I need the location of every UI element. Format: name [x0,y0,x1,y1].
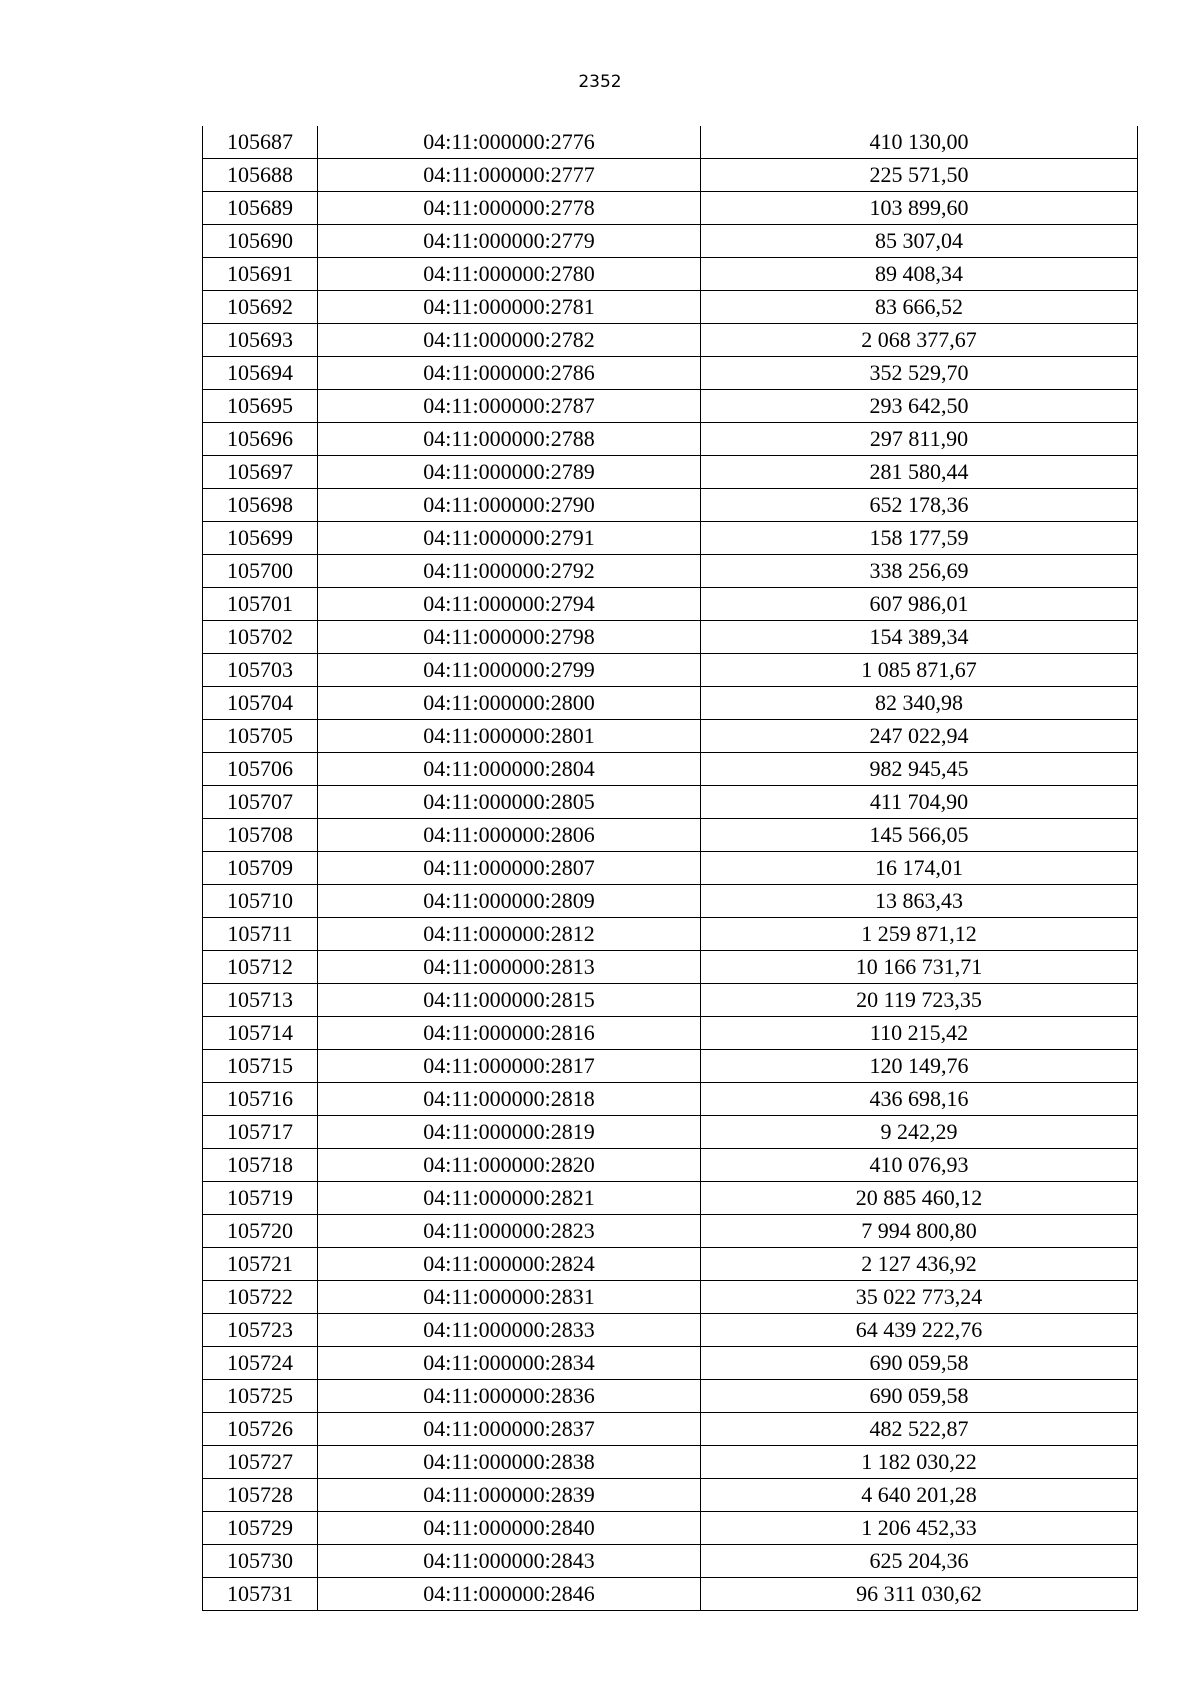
cadastral-value-cell: 247 022,94 [701,720,1138,753]
cadastral-number-cell: 04:11:000000:2813 [318,951,701,984]
cadastral-number-cell: 04:11:000000:2787 [318,390,701,423]
cadastral-number-cell: 04:11:000000:2839 [318,1479,701,1512]
cadastral-value-cell: 154 389,34 [701,621,1138,654]
cadastral-number-cell: 04:11:000000:2792 [318,555,701,588]
table-row [203,720,1138,753]
table-row [203,1248,1138,1281]
cadastral-number-cell: 04:11:000000:2818 [318,1083,701,1116]
table-row [203,885,1138,918]
cadastral-value-cell: 1 085 871,67 [701,654,1138,687]
table-row [203,1512,1138,1545]
row-number-cell: 105715 [203,1050,318,1083]
table-row [203,654,1138,687]
cadastral-number-cell: 04:11:000000:2798 [318,621,701,654]
row-number-cell: 105706 [203,753,318,786]
cadastral-number-cell: 04:11:000000:2800 [318,687,701,720]
cadastral-value-cell: 1 206 452,33 [701,1512,1138,1545]
table-row [203,522,1138,555]
table-row [203,1017,1138,1050]
table-row [203,159,1138,192]
row-number-cell: 105691 [203,258,318,291]
table-row [203,1050,1138,1083]
cadastral-value-cell: 2 127 436,92 [701,1248,1138,1281]
table-row [203,753,1138,786]
row-number-cell: 105696 [203,423,318,456]
row-number-cell: 105724 [203,1347,318,1380]
table-row [203,1479,1138,1512]
cadastral-number-cell: 04:11:000000:2801 [318,720,701,753]
cadastral-value-cell: 410 076,93 [701,1149,1138,1182]
cadastral-number-cell: 04:11:000000:2846 [318,1578,701,1611]
row-number-cell: 105694 [203,357,318,390]
cadastral-value-cell: 652 178,36 [701,489,1138,522]
cadastral-value-cell: 297 811,90 [701,423,1138,456]
cadastral-number-cell: 04:11:000000:2834 [318,1347,701,1380]
row-number-cell: 105710 [203,885,318,918]
row-number-cell: 105703 [203,654,318,687]
row-number-cell: 105702 [203,621,318,654]
row-number-cell: 105713 [203,984,318,1017]
cadastral-number-cell: 04:11:000000:2789 [318,456,701,489]
cadastral-number-cell: 04:11:000000:2824 [318,1248,701,1281]
cadastral-value-cell: 625 204,36 [701,1545,1138,1578]
cadastral-value-cell: 411 704,90 [701,786,1138,819]
cadastral-value-cell: 83 666,52 [701,291,1138,324]
row-number-cell: 105716 [203,1083,318,1116]
row-number-cell: 105697 [203,456,318,489]
cadastral-number-cell: 04:11:000000:2812 [318,918,701,951]
cadastral-number-cell: 04:11:000000:2788 [318,423,701,456]
cadastral-value-cell: 20 119 723,35 [701,984,1138,1017]
cadastral-number-cell: 04:11:000000:2807 [318,852,701,885]
cadastral-value-cell: 64 439 222,76 [701,1314,1138,1347]
row-number-cell: 105729 [203,1512,318,1545]
cadastral-value-cell: 82 340,98 [701,687,1138,720]
cadastral-number-cell: 04:11:000000:2809 [318,885,701,918]
row-number-cell: 105728 [203,1479,318,1512]
cadastral-value-cell: 410 130,00 [701,126,1138,159]
cadastral-number-cell: 04:11:000000:2836 [318,1380,701,1413]
row-number-cell: 105712 [203,951,318,984]
row-number-cell: 105708 [203,819,318,852]
row-number-cell: 105707 [203,786,318,819]
row-number-cell: 105731 [203,1578,318,1611]
table-row [203,126,1138,159]
table-row [203,555,1138,588]
table-row [203,786,1138,819]
row-number-cell: 105726 [203,1413,318,1446]
cadastral-value-cell: 690 059,58 [701,1380,1138,1413]
row-number-cell: 105692 [203,291,318,324]
cadastral-number-cell: 04:11:000000:2817 [318,1050,701,1083]
cadastral-value-cell: 96 311 030,62 [701,1578,1138,1611]
cadastral-value-cell: 20 885 460,12 [701,1182,1138,1215]
row-number-cell: 105699 [203,522,318,555]
table-row [203,456,1138,489]
table-row [203,984,1138,1017]
row-number-cell: 105723 [203,1314,318,1347]
cadastral-value-cell: 436 698,16 [701,1083,1138,1116]
row-number-cell: 105700 [203,555,318,588]
cadastral-value-cell: 1 259 871,12 [701,918,1138,951]
cadastral-value-cell: 7 994 800,80 [701,1215,1138,1248]
row-number-cell: 105698 [203,489,318,522]
row-number-cell: 105709 [203,852,318,885]
table-row [203,1314,1138,1347]
row-number-cell: 105704 [203,687,318,720]
row-number-cell: 105695 [203,390,318,423]
table-row [203,687,1138,720]
cadastral-value-cell: 120 149,76 [701,1050,1138,1083]
cadastral-number-cell: 04:11:000000:2806 [318,819,701,852]
table-row [203,1413,1138,1446]
row-number-cell: 105693 [203,324,318,357]
row-number-cell: 105730 [203,1545,318,1578]
cadastral-value-cell: 352 529,70 [701,357,1138,390]
cadastral-value-cell: 293 642,50 [701,390,1138,423]
row-number-cell: 105690 [203,225,318,258]
cadastral-value-cell: 338 256,69 [701,555,1138,588]
row-number-cell: 105689 [203,192,318,225]
cadastral-value-cell: 85 307,04 [701,225,1138,258]
cadastral-number-cell: 04:11:000000:2840 [318,1512,701,1545]
cadastral-value-cell: 103 899,60 [701,192,1138,225]
table-row [203,1083,1138,1116]
cadastral-value-cell: 10 166 731,71 [701,951,1138,984]
table-row [203,357,1138,390]
page-number: 2352 [578,72,622,92]
table-row [203,1182,1138,1215]
cadastral-number-cell: 04:11:000000:2833 [318,1314,701,1347]
row-number-cell: 105718 [203,1149,318,1182]
table-row [203,291,1138,324]
table-row [203,852,1138,885]
row-number-cell: 105701 [203,588,318,621]
table-row [203,1281,1138,1314]
cadastral-number-cell: 04:11:000000:2794 [318,588,701,621]
row-number-cell: 105705 [203,720,318,753]
cadastral-value-cell: 158 177,59 [701,522,1138,555]
table-row [203,324,1138,357]
cadastral-value-cell: 4 640 201,28 [701,1479,1138,1512]
cadastral-value-cell: 9 242,29 [701,1116,1138,1149]
cadastral-number-cell: 04:11:000000:2820 [318,1149,701,1182]
cadastral-number-cell: 04:11:000000:2816 [318,1017,701,1050]
cadastral-number-cell: 04:11:000000:2805 [318,786,701,819]
cadastral-value-cell: 35 022 773,24 [701,1281,1138,1314]
table-row [203,390,1138,423]
cadastral-number-cell: 04:11:000000:2843 [318,1545,701,1578]
table-row [203,918,1138,951]
cadastral-number-cell: 04:11:000000:2776 [318,126,701,159]
table-row [203,258,1138,291]
table-row [203,621,1138,654]
cadastral-value-cell: 1 182 030,22 [701,1446,1138,1479]
table-row [203,1578,1138,1611]
row-number-cell: 105714 [203,1017,318,1050]
cadastral-value-cell: 225 571,50 [701,159,1138,192]
cadastral-value-cell: 145 566,05 [701,819,1138,852]
cadastral-number-cell: 04:11:000000:2831 [318,1281,701,1314]
table-row [203,225,1138,258]
cadastral-value-cell: 16 174,01 [701,852,1138,885]
table-row [203,423,1138,456]
table-row [203,1446,1138,1479]
table-row [203,1380,1138,1413]
cadastral-value-cell: 13 863,43 [701,885,1138,918]
row-number-cell: 105727 [203,1446,318,1479]
cadastral-value-cell: 89 408,34 [701,258,1138,291]
cadastral-number-cell: 04:11:000000:2823 [318,1215,701,1248]
cadastral-number-cell: 04:11:000000:2781 [318,291,701,324]
row-number-cell: 105722 [203,1281,318,1314]
table-row [203,1347,1138,1380]
row-number-cell: 105711 [203,918,318,951]
cadastral-number-cell: 04:11:000000:2799 [318,654,701,687]
cadastral-number-cell: 04:11:000000:2791 [318,522,701,555]
cadastral-number-cell: 04:11:000000:2777 [318,159,701,192]
cadastral-value-cell: 2 068 377,67 [701,324,1138,357]
table-row [203,489,1138,522]
row-number-cell: 105688 [203,159,318,192]
cadastral-number-cell: 04:11:000000:2778 [318,192,701,225]
cadastral-number-cell: 04:11:000000:2838 [318,1446,701,1479]
cadastral-number-cell: 04:11:000000:2779 [318,225,701,258]
cadastral-number-cell: 04:11:000000:2837 [318,1413,701,1446]
row-number-cell: 105719 [203,1182,318,1215]
table-row [203,1215,1138,1248]
table-row [203,192,1138,225]
cadastral-value-cell: 110 215,42 [701,1017,1138,1050]
cadastral-number-cell: 04:11:000000:2804 [318,753,701,786]
cadastral-value-cell: 482 522,87 [701,1413,1138,1446]
cadastral-value-cell: 982 945,45 [701,753,1138,786]
table-row [203,951,1138,984]
cadastral-number-cell: 04:11:000000:2786 [318,357,701,390]
cadastral-number-cell: 04:11:000000:2782 [318,324,701,357]
cadastral-number-cell: 04:11:000000:2815 [318,984,701,1017]
cadastral-value-cell: 690 059,58 [701,1347,1138,1380]
table-row [203,1545,1138,1578]
table-row [203,1149,1138,1182]
row-number-cell: 105720 [203,1215,318,1248]
cadastral-number-cell: 04:11:000000:2821 [318,1182,701,1215]
row-number-cell: 105721 [203,1248,318,1281]
cadastral-number-cell: 04:11:000000:2780 [318,258,701,291]
cadastral-value-cell: 281 580,44 [701,456,1138,489]
cadastral-number-cell: 04:11:000000:2790 [318,489,701,522]
cadastral-value-cell: 607 986,01 [701,588,1138,621]
row-number-cell: 105717 [203,1116,318,1149]
table-row [203,1116,1138,1149]
cadastral-number-cell: 04:11:000000:2819 [318,1116,701,1149]
row-number-cell: 105725 [203,1380,318,1413]
table-body [203,126,1138,1611]
table-row [203,819,1138,852]
table-row [203,588,1138,621]
row-number-cell: 105687 [203,126,318,159]
cadastral-value-table [202,126,1138,1611]
